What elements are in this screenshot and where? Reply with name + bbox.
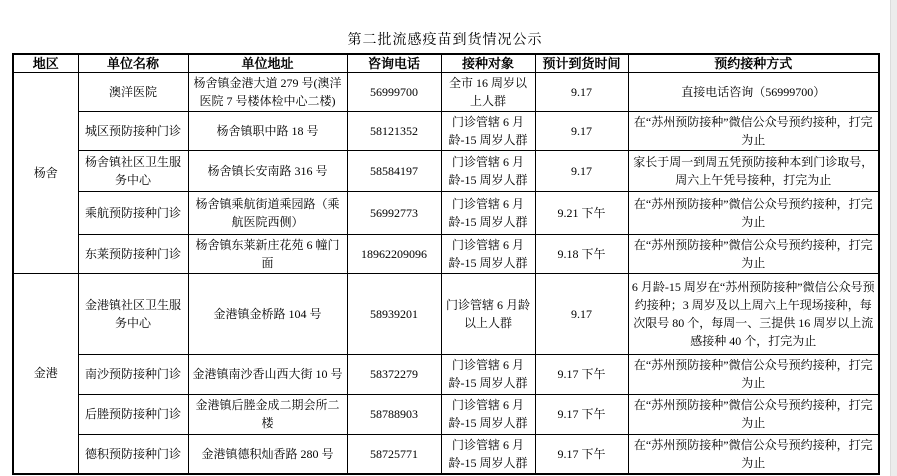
- method-cell: 直接电话咨询（56999700）: [628, 72, 879, 111]
- phone-cell: 58372279: [347, 354, 441, 394]
- unit-address-cell: 金港镇南沙香山西大街 10 号: [188, 354, 347, 394]
- arrival-cell: 9.17: [535, 72, 628, 111]
- unit-name-cell: 澳洋医院: [78, 72, 188, 111]
- header-region: 地区: [13, 54, 78, 72]
- right-edge-strip: [890, 0, 897, 476]
- unit-address-cell: 金港镇后塍金成二期会所二楼: [188, 394, 347, 434]
- page-title: 第二批流感疫苗到货情况公示: [347, 33, 543, 48]
- unit-address-cell: 金港镇金桥路 104 号: [188, 273, 347, 354]
- unit-address-cell: 杨舍镇职中路 18 号: [188, 111, 347, 150]
- method-cell: 在“苏州预防接种”微信公众号预约接种，打完为止: [628, 234, 879, 273]
- header-target: 接种对象: [441, 54, 535, 72]
- table-row: [13, 150, 879, 191]
- unit-address-cell: 金港镇德积灿香路 280 号: [188, 434, 347, 474]
- arrival-cell: 9.21 下午: [535, 191, 628, 234]
- unit-name-cell: 杨舍镇社区卫生服务中心: [78, 150, 188, 191]
- target-cell: 门诊管辖 6 月龄-15 周岁人群: [441, 434, 535, 474]
- table-row: [13, 111, 879, 150]
- target-cell: 门诊管辖 6 月龄-15 周岁人群: [441, 234, 535, 273]
- unit-name-cell: 城区预防接种门诊: [78, 111, 188, 150]
- table-row: [13, 434, 879, 474]
- method-cell: 在“苏州预防接种”微信公众号预约接种，打完为止: [628, 191, 879, 234]
- target-cell: 门诊管辖 6 月龄-15 周岁人群: [441, 111, 535, 150]
- table-row: [13, 234, 879, 273]
- arrival-cell: 9.17: [535, 111, 628, 150]
- target-cell: 门诊管辖 6 月龄-15 周岁人群: [441, 191, 535, 234]
- table-row: [13, 354, 879, 394]
- region-cell-jingang: 金港: [13, 273, 78, 474]
- target-cell: 全市 16 周岁以上人群: [441, 72, 535, 111]
- table-row: [13, 191, 879, 234]
- table-row: [13, 394, 879, 434]
- phone-cell: 56992773: [347, 191, 441, 234]
- vaccine-arrival-table: [12, 53, 880, 475]
- unit-name-cell: 德积预防接种门诊: [78, 434, 188, 474]
- unit-address-cell: 杨舍镇乘航街道乘园路（乘航医院西侧）: [188, 191, 347, 234]
- target-cell: 门诊管辖 6 月龄-15 周岁人群: [441, 150, 535, 191]
- unit-address-cell: 杨舍镇长安南路 316 号: [188, 150, 347, 191]
- header-phone: 咨询电话: [347, 54, 441, 72]
- unit-name-cell: 金港镇社区卫生服务中心: [78, 273, 188, 354]
- method-cell: 6 月龄-15 周岁在“苏州预防接种”微信公众号预约接种；3 周岁及以上周六上午现场接种，每次限号 80 个，每周一、三提供 16 周岁以上流感接种 40 个，打完为止: [628, 273, 879, 354]
- method-cell: 在“苏州预防接种”微信公众号预约接种，打完为止: [628, 354, 879, 394]
- phone-cell: 18962209096: [347, 234, 441, 273]
- table-row: [13, 72, 879, 111]
- target-cell: 门诊管辖 6 月龄以上人群: [441, 273, 535, 354]
- unit-address-cell: 杨舍镇东莱新庄花苑 6 幢门面: [188, 234, 347, 273]
- phone-cell: 56999700: [347, 72, 441, 111]
- phone-cell: 58725771: [347, 434, 441, 474]
- method-cell: 在“苏州预防接种”微信公众号预约接种，打完为止: [628, 394, 879, 434]
- arrival-cell: 9.17: [535, 150, 628, 191]
- unit-name-cell: 东莱预防接种门诊: [78, 234, 188, 273]
- arrival-cell: 9.17 下午: [535, 394, 628, 434]
- phone-cell: 58584197: [347, 150, 441, 191]
- target-cell: 门诊管辖 6 月龄-15 周岁人群: [441, 394, 535, 434]
- header-booking-method: 预约接种方式: [628, 54, 879, 72]
- header-unit-address: 单位地址: [188, 54, 347, 72]
- header-unit-name: 单位名称: [78, 54, 188, 72]
- phone-cell: 58788903: [347, 394, 441, 434]
- phone-cell: 58939201: [347, 273, 441, 354]
- header-arrival-time: 预计到货时间: [535, 54, 628, 72]
- method-cell: 在“苏州预防接种”微信公众号预约接种，打完为止: [628, 111, 879, 150]
- unit-name-cell: 后塍预防接种门诊: [78, 394, 188, 434]
- arrival-cell: 9.17: [535, 273, 628, 354]
- table-header-row: [13, 54, 879, 72]
- arrival-cell: 9.17 下午: [535, 354, 628, 394]
- unit-address-cell: 杨舍镇金港大道 279 号(澳洋医院 7 号楼体检中心二楼): [188, 72, 347, 111]
- unit-name-cell: 乘航预防接种门诊: [78, 191, 188, 234]
- method-cell: 在“苏州预防接种”微信公众号预约接种，打完为止: [628, 434, 879, 474]
- table-row: [13, 273, 879, 354]
- region-cell-yangshe: 杨舍: [13, 72, 78, 273]
- arrival-cell: 9.18 下午: [535, 234, 628, 273]
- unit-name-cell: 南沙预防接种门诊: [78, 354, 188, 394]
- phone-cell: 58121352: [347, 111, 441, 150]
- method-cell: 家长于周一到周五凭预防接种本到门诊取号，周六上午凭号接种，打完为止: [628, 150, 879, 191]
- arrival-cell: 9.17 下午: [535, 434, 628, 474]
- target-cell: 门诊管辖 6 月龄-15 周岁人群: [441, 354, 535, 394]
